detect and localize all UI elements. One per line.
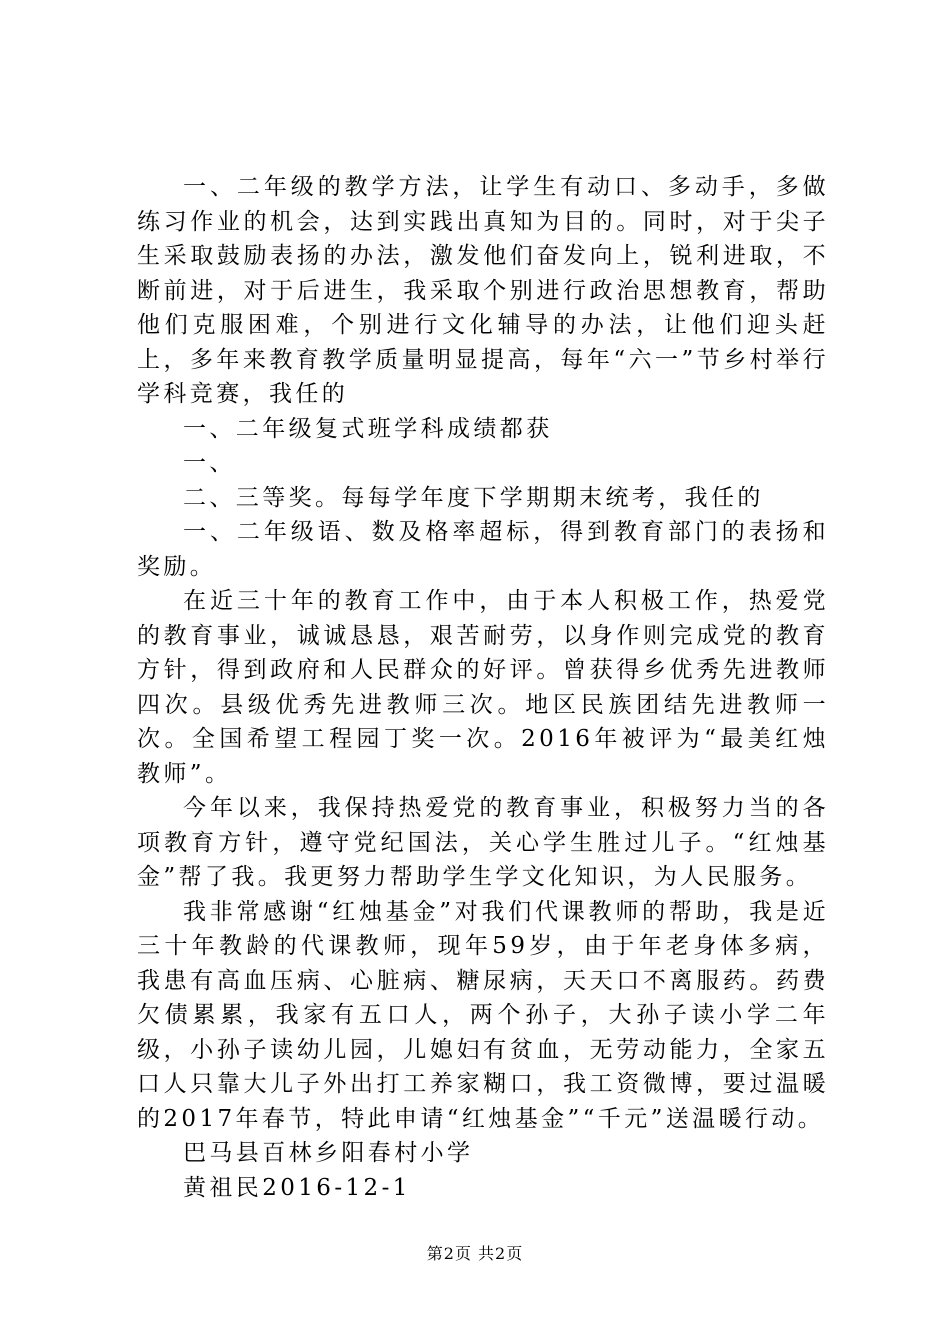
document-body xyxy=(137,170,829,1205)
paragraph-pass-rate: 一、二年级语、数及格率超标，得到教育部门的表扬和奖励。 xyxy=(137,519,829,580)
signature-school: 巴马县百林乡阳春村小学 xyxy=(183,1140,474,1166)
paragraph-award-second-third: 二、三等奖。每每学年度下学期期末统考，我任的 xyxy=(183,484,764,511)
paragraph-teaching-methods: 一、二年级的教学方法，让学生有动口、多动手，多做练习作业的机会，达到实践出真知为目的。同时，对于尖子生采取鼓励表扬的办法，激发他们奋发向上，锐利进取，不断前进，对于后进生，我采取个别进行政治思想教育，帮助他们克服困难，个别进行文化辅导的办法，让他们迎头赶上，多年来教育教学质量明显提高，每年“六一”节乡村举行学科竞赛，我任的 xyxy=(137,174,829,407)
paragraph-this-year: 今年以来，我保持热爱党的教育事业，积极努力当的各项教育方针，遵守党纪国法，关心学生胜过儿子。“红烛基金”帮了我。我更努力帮助学生学文化知识，为人民服务。 xyxy=(137,795,829,890)
page-footer: 第2页 共2页 xyxy=(426,1244,524,1263)
paragraph-class-results: 一、二年级复式班学科成绩都获 xyxy=(183,415,553,442)
signature-name-date: 黄祖民2016-12-1 xyxy=(183,1174,411,1201)
paragraph-honors: 在近三十年的教育工作中，由于本人积极工作，热爱党的教育事业，诚诚恳恳，艰苦耐劳，以身作则完成党的教育方针，得到政府和人民群众的好评。曾获得乡优秀先进教师四次。县级优秀先进教师三次。地区民族团结先进教师一次。全国希望工程园丁奖一次。2016年被评为“最美红烛教师”。 xyxy=(137,588,829,787)
paragraph-application: 我非常感谢“红烛基金”对我们代课教师的帮助，我是近三十年教龄的代课教师，现年59岁，由于年老身体多病，我患有高血压病、心脏病、糖尿病，天天口不离服药。药费欠债累累，我家有五口人，两个孙子，大孙子读小学二年级，小孙子读幼儿园，儿媳妇有贫血，无劳动能力，全家五口人只靠大儿子外出打工养家糊口，我工资微博，要过温暖的2017年春节，特此申请“红烛基金”“千元”送温暖行动。 xyxy=(137,898,829,1132)
paragraph-award-first: 一、 xyxy=(183,450,236,476)
